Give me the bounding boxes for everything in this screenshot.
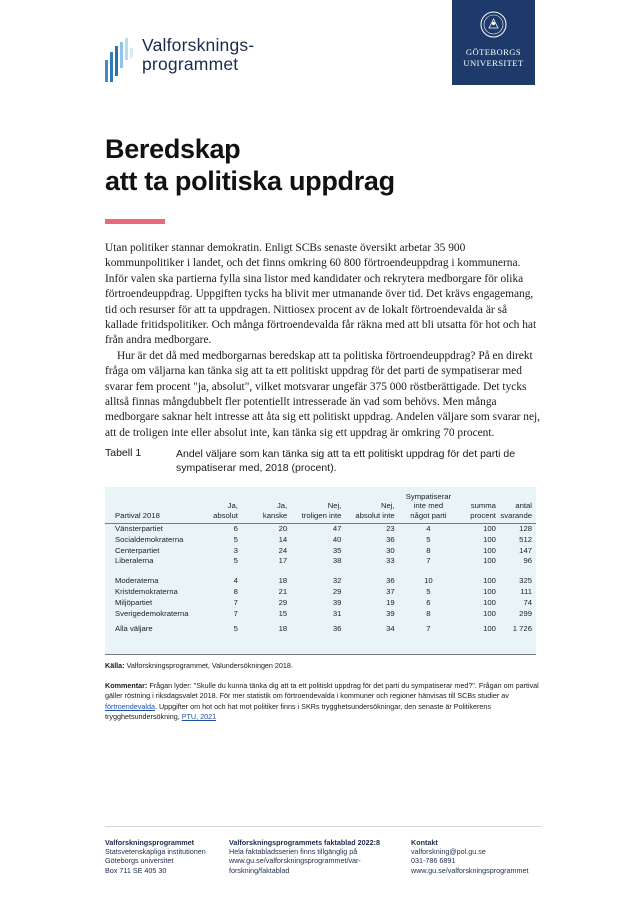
table-cell: 100 xyxy=(483,524,496,533)
footer-contact: Kontakt valforskning@pol.gu.se 031-786 6891 www.gu.se/valforskningsprogrammet xyxy=(411,838,529,875)
table-row xyxy=(105,567,536,587)
party-name: Alla väljare xyxy=(115,624,153,634)
table-cell: 8 xyxy=(426,545,431,555)
table-cell: 5 xyxy=(233,534,238,544)
column-header-no-probably-not: Nej, troligen inte xyxy=(291,487,345,524)
table-cell: 17 xyxy=(278,556,288,566)
table-cell: 23 xyxy=(386,524,395,533)
table-cell: 35 xyxy=(332,545,342,555)
table-cell: 30 xyxy=(386,545,395,555)
table-cell: 10 xyxy=(424,576,433,586)
table-cell: 31 xyxy=(332,608,342,618)
page-title: Beredskap att ta politiska uppdrag xyxy=(105,134,395,196)
party-name: Liberalerna xyxy=(115,556,154,566)
table-source: Källa: Valforskningsprogrammet, Valundersökningen 2018. xyxy=(105,661,293,670)
ptu-link[interactable]: PTU, 2021 xyxy=(181,712,217,722)
university-logo xyxy=(452,0,535,85)
table-cell: 74 xyxy=(523,597,532,607)
table-cell: 37 xyxy=(386,586,395,596)
title-accent-rule xyxy=(105,219,165,224)
table-cell: 36 xyxy=(332,624,342,634)
university-name: GÖTEBORGS UNIVERSITET xyxy=(463,47,524,68)
body-text xyxy=(105,241,541,441)
table-cell: 40 xyxy=(332,534,342,544)
table-cell: 15 xyxy=(278,608,288,618)
table-cell: 19 xyxy=(386,597,395,607)
table-cell: 4 xyxy=(426,524,431,533)
party-name: Moderaterna xyxy=(115,576,159,586)
university-seal-icon xyxy=(480,11,507,38)
party-name: Miljöpartiet xyxy=(115,597,153,607)
table-cell: 5 xyxy=(426,586,431,596)
table-cell: 7 xyxy=(233,608,238,618)
party-name: Centerpartiet xyxy=(115,545,160,555)
table-cell: 6 xyxy=(426,597,431,607)
column-header-respondents: antal svarande xyxy=(500,487,536,524)
table-cell: 29 xyxy=(332,586,342,596)
table-cell: 8 xyxy=(233,586,238,596)
table-cell: 36 xyxy=(386,576,395,586)
table-cell: 100 xyxy=(483,534,496,544)
table-cell: 111 xyxy=(520,586,532,596)
table-cell: 5 xyxy=(233,624,238,634)
table-cell: 100 xyxy=(483,586,496,596)
column-header-no-absolutely-not: Nej, absolut inte xyxy=(345,487,398,524)
table-label: Tabell 1 xyxy=(105,447,142,459)
footer-divider xyxy=(105,826,541,827)
table-cell: 299 xyxy=(519,608,532,618)
table-cell: 100 xyxy=(483,576,496,586)
party-name: Sverigedemokraterna xyxy=(115,608,189,618)
table-cell: 325 xyxy=(519,576,532,586)
table-cell: 38 xyxy=(332,556,342,566)
table-cell: 21 xyxy=(278,586,288,596)
table-cell: 512 xyxy=(519,534,532,544)
party-name: Vänsterpartiet xyxy=(115,524,163,533)
column-header-yes-absolutely: Ja, absolut xyxy=(193,487,242,524)
paragraph-2: Hur är det då med medborgarnas beredskap att ta politiska förtroendeuppdrag? På en direkt fråga om väljarna kan tänka sig att ta ett politiskt uppdrag för det parti de sympatiserar med svarar fem procent "ja, absolut", vilket motsvarar ungefär 375 000 röstberättigade. Det tycks alltså finnas mångdubbelt fler potentiellt intresserade än vad som behövs. Men många medborgare saknar helt intresse att åta sig ett politiskt uppdrag. Andelen väljare som svarar nej, att de troligen inte eller absolut inte, kan tänka sig ett uppdrag är omkring 70 procent. xyxy=(105,349,541,439)
table-cell: 128 xyxy=(519,524,532,533)
table-cell: 147 xyxy=(519,545,532,555)
footer-address: Valforskningsprogrammet Statsvetenskapliga institutionen Göteborgs universitet Box 711 SE 405 30 xyxy=(105,838,206,875)
table-cell: 14 xyxy=(278,534,288,544)
table-cell: 5 xyxy=(426,534,431,544)
factsheet-link[interactable]: www.gu.se/valforskningsprogrammet/var- xyxy=(229,856,361,866)
table-cell: 100 xyxy=(483,608,496,618)
table-cell: 1 726 xyxy=(512,624,532,634)
table-row xyxy=(105,524,536,535)
scb-link[interactable]: förtroendevalda xyxy=(105,701,155,711)
column-header-no-party: Sympatiserar inte med något parti xyxy=(399,487,463,524)
table-cell: 18 xyxy=(278,624,288,634)
table-cell: 100 xyxy=(483,556,496,566)
table-cell: 7 xyxy=(233,597,238,607)
table-row xyxy=(105,598,536,609)
table-cell: 7 xyxy=(426,624,431,634)
table-cell: 33 xyxy=(386,556,395,566)
data-table xyxy=(105,487,536,655)
table-cell: 100 xyxy=(483,597,496,607)
contact-website-link[interactable]: www.gu.se/valforskningsprogrammet xyxy=(411,865,529,875)
column-header-yes-maybe: Ja, kanske xyxy=(242,487,291,524)
table-cell: 18 xyxy=(278,576,288,586)
table-cell: 29 xyxy=(278,597,288,607)
table-cell: 7 xyxy=(426,556,431,566)
table-caption: Andel väljare som kan tänka sig att ta ett politiskt uppdrag för det parti de sympatiserar med, 2018 (procent). xyxy=(176,448,516,474)
table-cell: 5 xyxy=(233,556,238,566)
table-cell: 36 xyxy=(386,534,395,544)
program-logo-text: Valforsknings- programmet xyxy=(142,35,255,74)
table-cell: 47 xyxy=(332,524,342,533)
party-name: Kristdemokraterna xyxy=(115,586,178,596)
table-cell: 3 xyxy=(233,545,238,555)
table-cell: 96 xyxy=(523,556,532,566)
table-cell: 100 xyxy=(483,545,496,555)
table-cell: 100 xyxy=(483,624,496,634)
table-row xyxy=(105,556,536,567)
table-cell: 39 xyxy=(386,608,395,618)
table-cell: 39 xyxy=(332,597,342,607)
footer-factsheet: Valforskningsprogrammets faktablad 2022:8 Hela faktabladsserien finns tillgänglig på www.gu.se/valforskningsprogrammet/var- forskning/faktablad xyxy=(229,838,380,875)
table-cell: 24 xyxy=(278,545,288,555)
table-row xyxy=(105,587,536,598)
table-row xyxy=(105,535,536,546)
table-cell: 4 xyxy=(233,576,238,586)
party-name: Socialdemokraterna xyxy=(115,534,184,544)
table-row xyxy=(105,546,536,557)
table-comment: Kommentar: Frågan lyder: "Skulle du kunna tänka dig att ta ett politiskt uppdrag för det parti du sympatiserar med?". Frågan om partival gäller röstning i riksdagsvalet 2018. För mer statistik om förtroendevalda i kommuner och regioner hänvisas till SCBs studier av förtroendevalda. Uppgifter om hot och hat mot politiker finns i SKRs trygghetsundersökningar, den senaste är Politikerens trygghetsundersökning, PTU, 2021 xyxy=(105,681,539,722)
table-total-row xyxy=(105,619,536,635)
paragraph-1: Utan politiker stannar demokratin. Enligt SCBs senaste översikt arbetar 35 900 kommunpolitiker i landet, och det finns omkring 60 800 förtroendeuppdrag i kommunerna. Inför valen ska partierna fylla sina listor med kandidater och rekrytera medborgare för olika förtroendeuppdrag. Uppgiften tycks ha blivit mer utmanande över tid. Det krävs engagemang, tid och resurser för att ta uppdragen. Nittiosex procent av de lokalt förtroendevalda är så kallade fritidspolitiker. Och många förtroendevalda får räkna med att bli utsatta för hot och hat från andra medborgare. xyxy=(105,242,537,347)
table-row xyxy=(105,609,536,620)
contact-email-link[interactable]: valforskning@pol.gu.se xyxy=(411,847,486,857)
column-header-sum-percent: summa procent xyxy=(462,487,500,524)
table-header-row xyxy=(105,487,536,524)
table-cell: 20 xyxy=(278,524,288,533)
valforskningsprogrammet-logo-icon xyxy=(105,38,133,82)
table-cell: 8 xyxy=(426,608,431,618)
table-cell: 34 xyxy=(386,624,395,634)
table-cell: 32 xyxy=(332,576,342,586)
table-cell: 6 xyxy=(233,524,238,533)
column-header-party: Partival 2018 xyxy=(105,487,193,524)
